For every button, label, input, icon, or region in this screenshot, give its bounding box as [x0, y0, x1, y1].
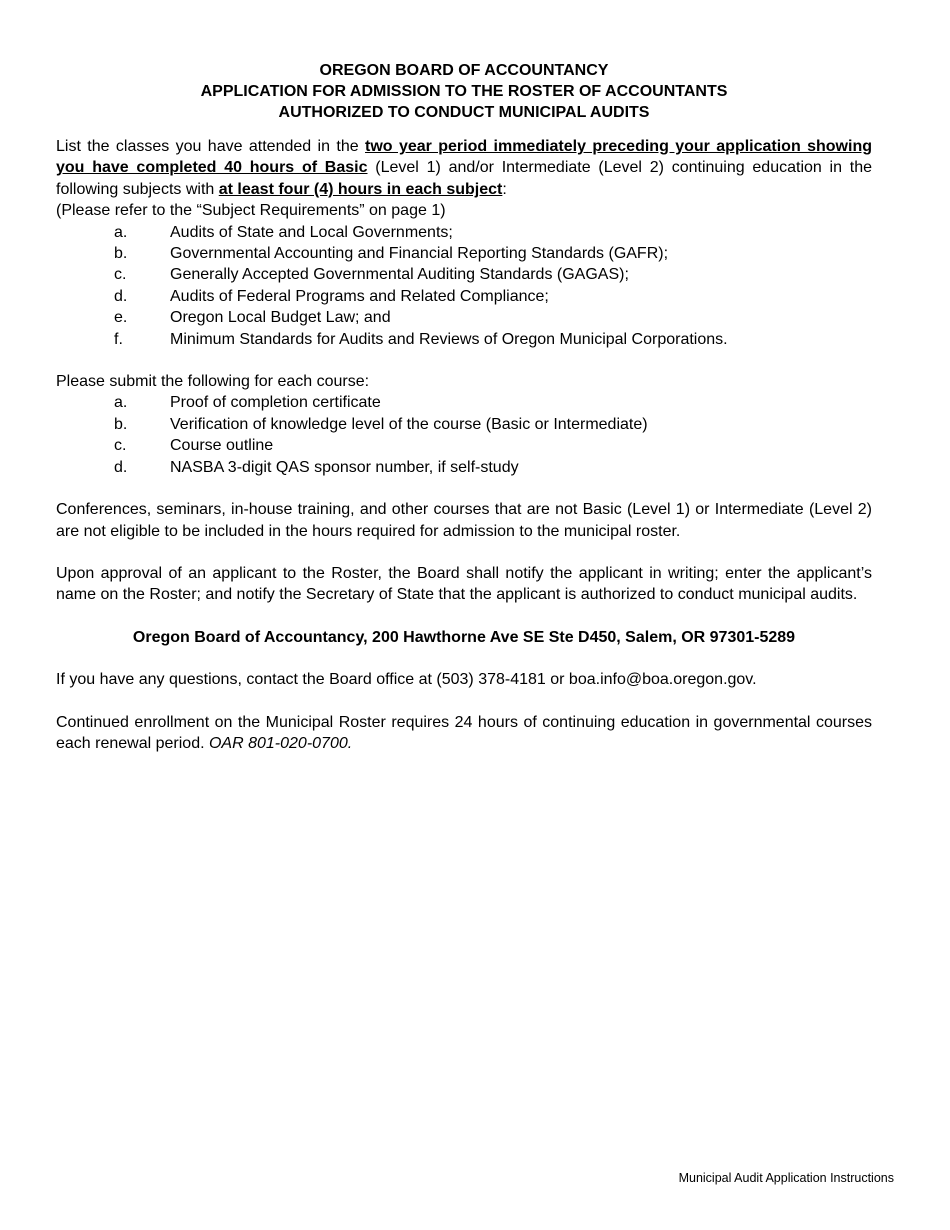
submit-heading: Please submit the following for each course:: [56, 373, 370, 391]
item-letter: f.: [114, 330, 123, 348]
conferences-paragraph: Conferences, seminars, in-house training, and other courses that are not Basic (Level 1) or Intermediate (Level 2) are not eligible to be included in the hours required for admission to the municipal roster.: [56, 501, 872, 540]
board-address: Oregon Board of Accountancy, 200 Hawthorne Ave SE Ste D450, Salem, OR 97301-5289: [132, 628, 796, 646]
document-header: [56, 60, 872, 123]
submit-list: [56, 392, 872, 478]
contact-paragraph: If you have any questions, contact the Board office at (503) 378-4181 or boa.info@boa.oregon.gov.: [56, 671, 757, 689]
item-text: Audits of Federal Programs and Related Compliance;: [170, 287, 549, 305]
item-text: Oregon Local Budget Law; and: [170, 309, 391, 327]
list-item: [56, 286, 872, 307]
item-text: Governmental Accounting and Financial Reporting Standards (GAFR);: [170, 245, 669, 263]
header-line-3: AUTHORIZED TO CONDUCT MUNICIPAL AUDITS: [278, 104, 650, 121]
item-letter: d.: [114, 458, 128, 476]
intro-part-2: (Level 1) and/or Intermediate (Level 2) continuing education in the following subjects with: [56, 159, 872, 198]
item-letter: a.: [114, 394, 128, 412]
item-text: Proof of completion certificate: [170, 394, 381, 412]
item-text: Generally Accepted Governmental Auditing Standards (GAGAS);: [170, 266, 629, 284]
item-letter: a.: [114, 223, 128, 241]
item-letter: e.: [114, 309, 128, 327]
list-item: [56, 264, 872, 285]
intro-paragraph: [56, 136, 872, 200]
item-letter: d.: [114, 287, 128, 305]
page-footer: Municipal Audit Application Instructions: [678, 1171, 894, 1185]
list-item: [56, 414, 872, 435]
item-letter: b.: [114, 415, 128, 433]
list-item: [56, 392, 872, 413]
intro-note: (Please refer to the “Subject Requirements” on page 1): [56, 202, 446, 220]
item-text: NASBA 3-digit QAS sponsor number, if self-study: [170, 458, 519, 476]
item-text: Audits of State and Local Governments;: [170, 223, 453, 241]
header-line-1: OREGON BOARD OF ACCOUNTANCY: [319, 62, 609, 79]
intro-part-3: :: [502, 180, 507, 198]
item-text: Course outline: [170, 437, 274, 455]
item-letter: c.: [114, 266, 127, 284]
list-item: [56, 222, 872, 243]
subject-list: [56, 222, 872, 350]
intro-part-1: List the classes you have attended in the: [56, 138, 366, 155]
renewal-text: Continued enrollment on the Municipal Roster requires 24 hours of continuing education in governmental courses each renewal period.: [56, 713, 872, 752]
intro-emphasis-1: two year period immediately preceding your application showing you have completed 40 hours of Basic: [56, 138, 872, 177]
document-page: [56, 60, 872, 754]
list-item: [56, 307, 872, 328]
item-letter: c.: [114, 437, 127, 455]
renewal-citation: OAR 801-020-0700.: [208, 734, 353, 752]
approval-paragraph: Upon approval of an applicant to the Roster, the Board shall notify the applicant in writing; enter the applicant’s name on the Roster; and notify the Secretary of State that the applicant is authorized to conduct municipal audits.: [56, 564, 872, 604]
renewal-paragraph: [56, 712, 872, 755]
item-text: Minimum Standards for Audits and Reviews of Oregon Municipal Corporations.: [170, 330, 728, 348]
item-text: Verification of knowledge level of the course (Basic or Intermediate): [170, 415, 648, 433]
item-letter: b.: [114, 245, 128, 263]
list-item: [56, 329, 872, 350]
list-item: [56, 243, 872, 264]
intro-emphasis-2: at least four (4) hours in each subject: [218, 180, 503, 198]
header-line-2: APPLICATION FOR ADMISSION TO THE ROSTER OF ACCOUNTANTS: [200, 83, 728, 100]
list-item: [56, 435, 872, 456]
list-item: [56, 457, 872, 478]
